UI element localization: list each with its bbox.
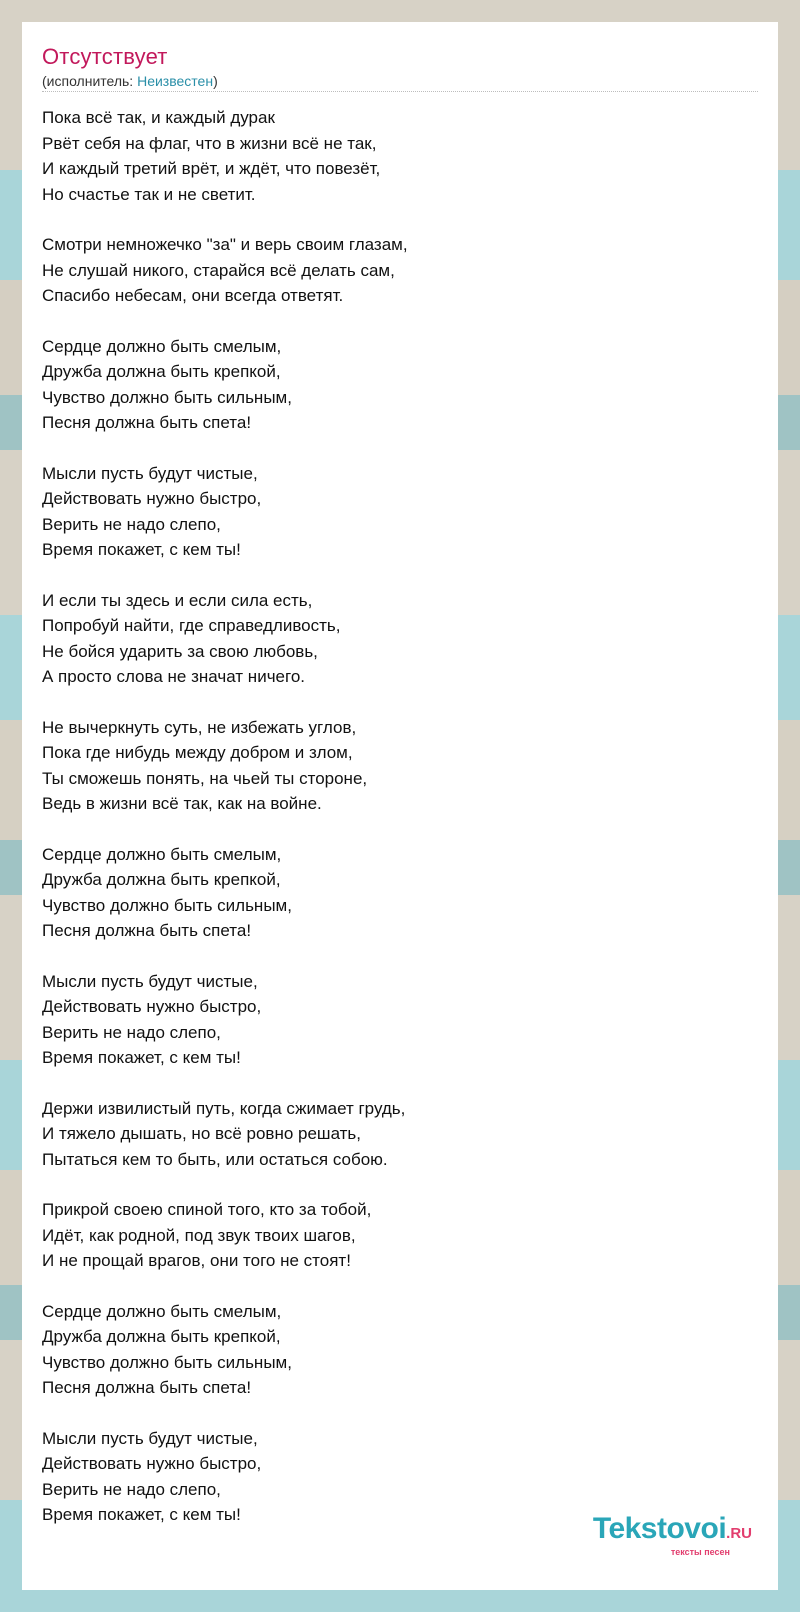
lyric-line: Дружба должна быть крепкой,	[42, 362, 281, 381]
lyric-line: Верить не надо слепо,	[42, 1022, 221, 1042]
lyric-line: Дружба должна быть крепкой,	[42, 1327, 281, 1346]
lyric-line: А просто слова не значат ничего.	[42, 667, 306, 686]
lyric-line: Верить не надо слепо,	[42, 1479, 221, 1499]
lyric-line: Верить не надо слепо,	[42, 514, 221, 534]
lyric-line: Мысли пусть будут чистые,	[42, 463, 258, 483]
lyric-line: Дружба должна быть крепкой,	[42, 870, 281, 889]
lyric-line: Действовать нужно быстро,	[42, 1454, 262, 1473]
byline-suffix: )	[213, 73, 218, 89]
artist-link[interactable]: Неизвестен	[137, 73, 214, 89]
stanza	[42, 842, 742, 944]
lyric-line: Попробуй найти, где справедливость,	[42, 616, 341, 635]
lyric-line: Прикрой своею спиной того, кто за тобой,	[42, 1200, 372, 1219]
title-divider	[42, 91, 758, 92]
logo-wordmark	[593, 1514, 752, 1549]
lyric-line: Мысли пусть будут чистые,	[42, 1428, 258, 1448]
stanza	[42, 232, 742, 309]
lyric-line: Действовать нужно быстро,	[42, 489, 262, 508]
lyric-line: Чувство должно быть сильным,	[42, 387, 292, 407]
lyric-line: Песня должна быть спета!	[42, 921, 252, 940]
logo-tagline: тексты песен	[670, 1547, 730, 1557]
lyric-line: И если ты здесь и если сила есть,	[42, 590, 313, 610]
byline-prefix: (исполнитель:	[42, 73, 138, 89]
lyric-line: Держи извилистый путь, когда сжимает грудь,	[42, 1098, 406, 1118]
lyric-line: Время покажет, с кем ты!	[42, 1048, 241, 1067]
stanza	[42, 1299, 742, 1401]
lyric-line: Рвёт себя на флаг, что в жизни всё не так,	[42, 133, 377, 153]
lyric-line: Ты сможешь понять, на чьей ты стороне,	[42, 768, 368, 788]
lyric-line: Сердце должно быть смелым,	[42, 1301, 282, 1321]
lyric-line: Не слушай никого, старайся всё делать сам,	[42, 260, 395, 280]
lyrics-body	[42, 105, 742, 1528]
lyric-line: Время покажет, с кем ты!	[42, 1505, 241, 1524]
stanza	[42, 715, 742, 817]
lyric-line: Мысли пусть будут чистые,	[42, 971, 258, 991]
lyric-line: Сердце должно быть смелым,	[42, 844, 282, 864]
logo-tld: .RU	[726, 1525, 752, 1542]
stanza	[42, 588, 742, 690]
logo-name: Tekstovoi	[592, 1512, 727, 1545]
lyric-line: Идёт, как родной, под звук твоих шагов,	[42, 1225, 356, 1245]
lyric-line: И каждый третий врёт, и ждёт, что повезёт,	[42, 159, 381, 178]
lyric-line: Сердце должно быть смелым,	[42, 336, 282, 356]
stanza	[42, 1096, 742, 1173]
lyric-line: И не прощай врагов, они того не стоят!	[42, 1251, 351, 1270]
lyric-line: Чувство должно быть сильным,	[42, 895, 292, 915]
lyric-line: Пытаться кем то быть, или остаться собою.	[42, 1149, 388, 1169]
lyric-line: Песня должна быть спета!	[42, 413, 252, 432]
artist-byline	[42, 73, 218, 89]
stanza	[42, 105, 742, 207]
lyric-line: Спасибо небесам, они всегда ответят.	[42, 286, 344, 305]
stanza	[42, 1197, 742, 1274]
stanza	[42, 461, 742, 563]
lyrics-card	[22, 22, 778, 1590]
lyric-line: Но счастье так и не светит.	[42, 184, 256, 204]
lyric-line: Смотри немножечко "за" и верь своим глазам,	[42, 235, 408, 254]
lyric-line: Не вычеркнуть суть, не избежать углов,	[42, 717, 357, 737]
lyric-line: Ведь в жизни всё так, как на войне.	[42, 794, 322, 813]
lyric-line: Время покажет, с кем ты!	[42, 540, 241, 559]
stanza	[42, 969, 742, 1071]
song-title: Отсутствует	[42, 44, 168, 69]
site-logo[interactable]	[593, 1514, 752, 1557]
lyric-line: И тяжело дышать, но всё ровно решать,	[42, 1124, 362, 1143]
lyric-line: Песня должна быть спета!	[42, 1378, 252, 1397]
lyric-line: Пока где нибудь между добром и злом,	[42, 743, 353, 762]
lyric-line: Действовать нужно быстро,	[42, 997, 262, 1016]
lyric-line: Не бойся ударить за свою любовь,	[42, 641, 318, 661]
lyric-line: Чувство должно быть сильным,	[42, 1352, 292, 1372]
lyric-line: Пока всё так, и каждый дурак	[42, 108, 275, 127]
stanza	[42, 334, 742, 436]
